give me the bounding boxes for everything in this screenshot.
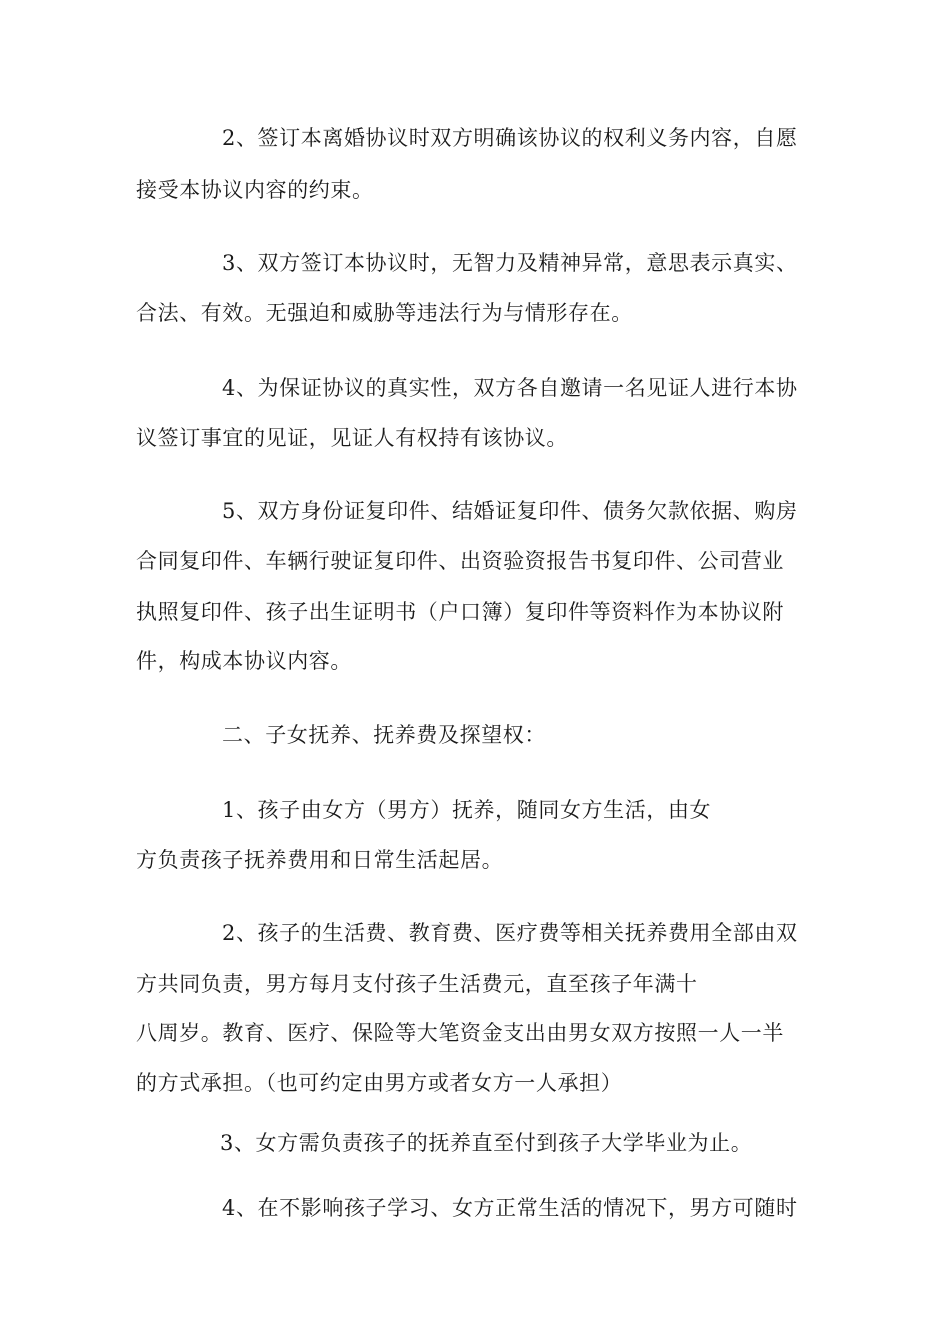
- p-5-attachments-line-2: 合同复印件、车辆行驶证复印件、出资验资报告书复印件、公司营业: [136, 549, 784, 573]
- p-5-attachments-line-1: 5、双方身份证复印件、结婚证复印件、债务欠款依据、购房: [222, 499, 798, 523]
- p-2-signing-line-2: 接受本协议内容的约束。: [136, 178, 374, 202]
- p-custody-3-line-1: 3、女方需负责孩子的抚养直至付到孩子大学毕业为止。: [220, 1131, 753, 1155]
- p-3-capacity-line-2: 合法、有效。无强迫和威胁等违法行为与情形存在。: [136, 301, 633, 325]
- p-4-witness-line-1: 4、为保证协议的真实性，双方各自邀请一名见证人进行本协: [222, 376, 798, 400]
- p-custody-4-line-1: 4、在不影响孩子学习、女方正常生活的情况下，男方可随时: [222, 1196, 798, 1220]
- p-5-attachments-line-4: 件，构成本协议内容。: [136, 649, 352, 673]
- p-3-capacity-line-1: 3、双方签订本协议时，无智力及精神异常，意思表示真实、: [222, 251, 798, 275]
- section-2-heading: 二、子女抚养、抚养费及探望权：: [222, 723, 546, 747]
- p-4-witness-line-2: 议签订事宜的见证，见证人有权持有该协议。: [136, 426, 568, 450]
- p-custody-1-line-2: 方负责孩子抚养费用和日常生活起居。: [136, 848, 504, 872]
- p-2-signing-line-1: 2、签订本离婚协议时双方明确该协议的权利义务内容，自愿: [222, 126, 798, 150]
- p-custody-2-line-1: 2、孩子的生活费、教育费、医疗费等相关抚养费用全部由双: [222, 921, 798, 945]
- p-custody-2-line-3: 八周岁。教育、医疗、保险等大笔资金支出由男女双方按照一人一半: [136, 1021, 784, 1045]
- p-custody-1-line-1: 1、孩子由女方（男方）抚养，随同女方生活，由女: [222, 798, 712, 822]
- p-custody-2-line-4: 的方式承担。（也可约定由男方或者女方一人承担）: [136, 1071, 623, 1095]
- p-5-attachments-line-3: 执照复印件、孩子出生证明书（户口簿）复印件等资料作为本协议附: [136, 600, 784, 624]
- p-custody-2-line-2: 方共同负责，男方每月支付孩子生活费元，直至孩子年满十: [136, 972, 698, 996]
